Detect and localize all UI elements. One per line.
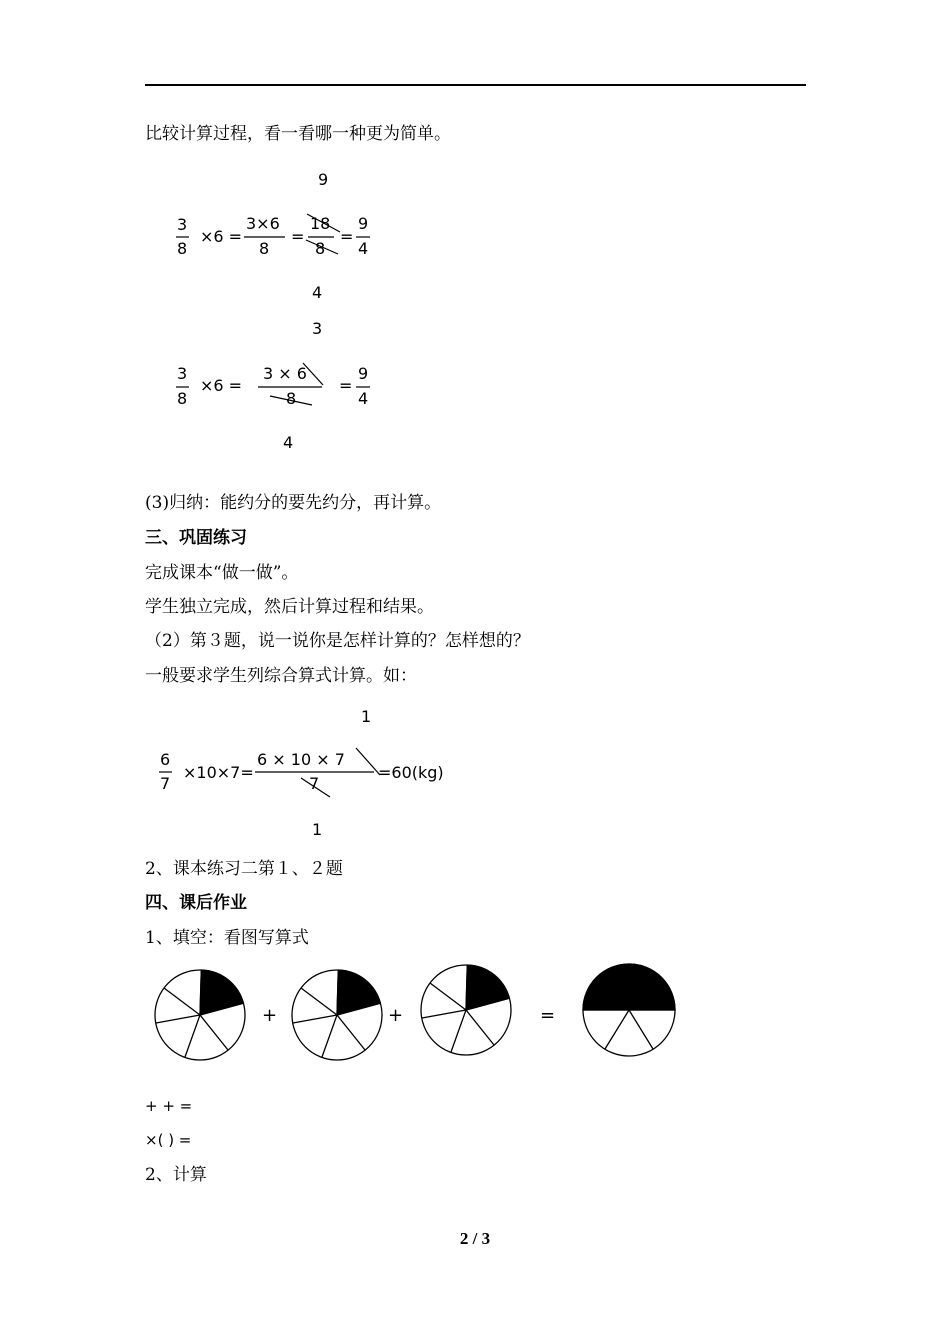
pie-chart-result	[583, 964, 675, 1056]
ex1-result-num: 9	[358, 214, 369, 233]
ex1-den: 8	[259, 239, 270, 258]
s3-last-line: 2、课本练习二第１、２题	[145, 859, 343, 879]
ex3-op: ×10×7=	[183, 763, 254, 782]
ex1-cancel-stroke-bottom	[306, 240, 338, 254]
ex3-cancel-stroke-bottom	[301, 774, 330, 797]
ex3-result: =60(kg)	[378, 763, 444, 782]
s3-line-4: 一般要求学生列综合算式计算。如：	[145, 666, 417, 686]
ex1-den2: 8	[315, 239, 326, 258]
intro-text: 比较计算过程，看一看哪一种更为简单。	[145, 124, 451, 144]
blank-sum-line: + + =	[145, 1097, 193, 1115]
s3-line-2: 学生独立完成，然后计算过程和结果。	[145, 597, 434, 617]
equals-sign: =	[540, 1005, 556, 1026]
ex3-frac-den: 7	[160, 774, 171, 793]
ex1-result-den: 4	[358, 239, 369, 258]
ex1-op: ×6 =	[200, 227, 243, 246]
plus-sign-2: +	[388, 1005, 404, 1026]
pie-chart-1	[155, 970, 245, 1060]
page-number: 2 / 3	[459, 1229, 491, 1248]
ex3-cancel-stroke-top	[356, 748, 380, 775]
ex1-num: 3×6	[246, 214, 280, 233]
ex1-cancel-top: 9	[318, 170, 329, 189]
s3-line-3: （2）第３题，说一说你是怎样计算的？怎样想的？	[145, 631, 530, 651]
ex2-result-num: 9	[358, 364, 369, 383]
ex1-eq: =	[291, 227, 305, 246]
ex2-den: 8	[286, 389, 297, 408]
ex2-eq: =	[339, 376, 353, 395]
hw1-text: 1、填空：看图写算式	[145, 928, 309, 948]
ex2-cancel-top: 3	[312, 319, 323, 338]
ex2-num: 3 × 6	[263, 364, 307, 383]
ex1-cancel-bottom: 4	[312, 283, 323, 302]
ex3-frac-num: 6	[160, 750, 171, 769]
ex2-frac-den: 8	[177, 389, 188, 408]
ex2-cancel-bottom: 4	[283, 433, 294, 452]
section-3-heading: 三、巩固练习	[145, 528, 247, 548]
s3-line-1: 完成课本“做一做”。	[145, 563, 299, 583]
pie-chart-2	[292, 970, 382, 1060]
ex1-num2: 18	[310, 214, 331, 233]
ex1-frac-den: 8	[177, 239, 188, 258]
ex3-num: 6 × 10 × 7	[257, 750, 345, 769]
blank-product-line: ×( ) =	[145, 1131, 192, 1149]
summary-text: (3)归纳：能约分的要先约分，再计算。	[145, 493, 442, 513]
ex2-cancel-stroke-top	[303, 363, 323, 385]
ex1-eq2: =	[340, 227, 354, 246]
ex2-op: ×6 =	[200, 376, 243, 395]
ex3-cancel-bottom: 1	[312, 820, 323, 839]
ex1-cancel-stroke-top	[307, 214, 340, 232]
ex1-frac-num: 3	[177, 215, 188, 234]
ex2-result-den: 4	[358, 389, 369, 408]
hw2-text: 2、计算	[145, 1165, 207, 1185]
pie-chart-3	[421, 965, 511, 1055]
ex3-cancel-top: 1	[361, 707, 372, 726]
ex2-cancel-stroke-bottom	[270, 396, 312, 405]
ex3-den: 7	[309, 774, 320, 793]
section-4-heading: 四、课后作业	[145, 893, 247, 913]
plus-sign-1: +	[262, 1005, 278, 1026]
ex2-frac-num: 3	[177, 364, 188, 383]
